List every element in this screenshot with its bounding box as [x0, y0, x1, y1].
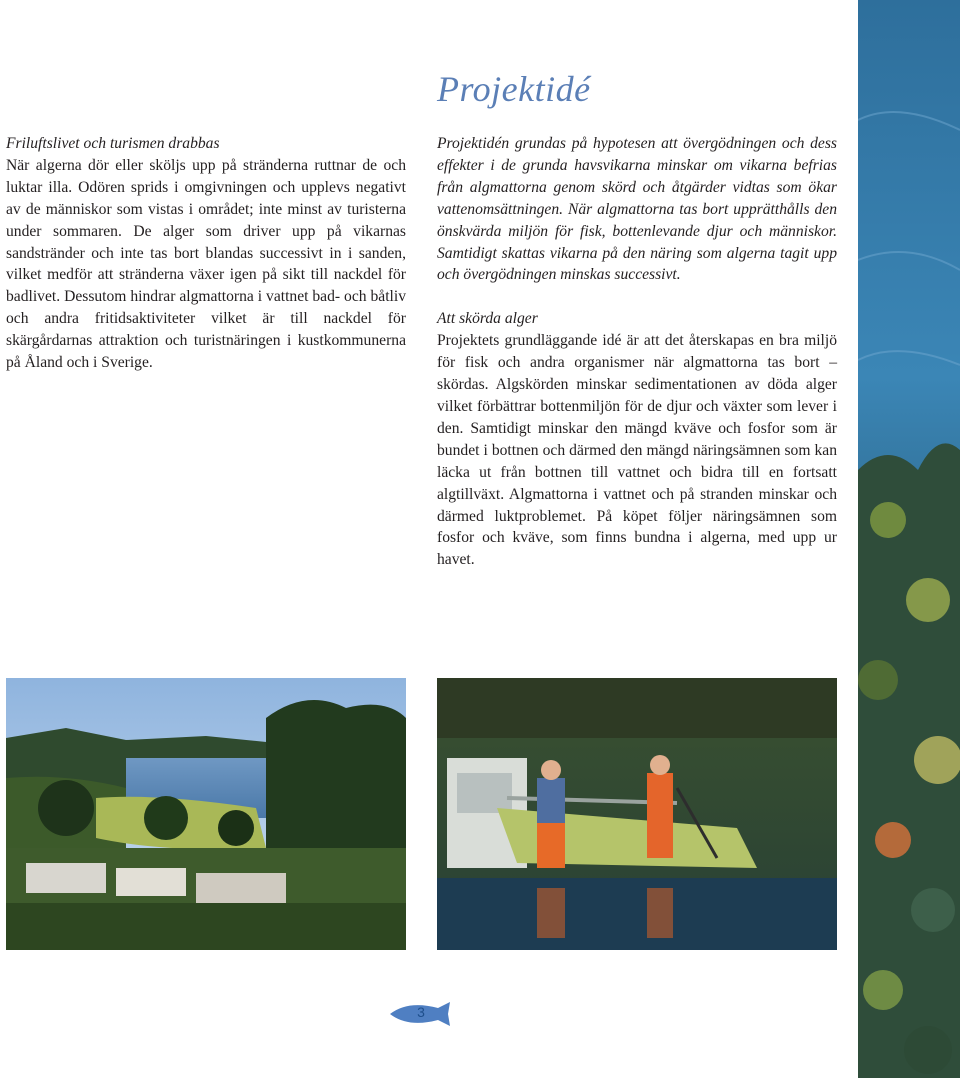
project-idea-intro: Projektidén grundas på hypotesen att övergödningen och dess effekter i de grunda havsvikarna minskar om vikarna befrias från algmattorna genom skörd och åtgärder vidtas som ökar vattenomsättningen. När algmattorna tas bort upprätthålls den önskvärda miljön för fisk, bottenlevande djur och människor. Samtidigt skattas vikarna på den näring som algerna tagit upp och övergödningen minskas successivt. — [437, 135, 837, 284]
left-text-column — [6, 133, 406, 374]
section-heading-harvest: Att skörda alger — [437, 310, 538, 328]
page-number: 3 — [417, 1004, 425, 1020]
underwater-seaweed-image — [858, 0, 960, 1078]
page-number-fish — [388, 1000, 468, 1028]
page-title: Projektidé — [437, 69, 591, 109]
section-body-harvest: Projektets grundläggande idé är att det återskapas en bra miljö för fisk och andra organismer när algmattorna tas bort – skördas. Algskörden minskar sedimentationen av döda alger vilket förbättrar bottenmiljön för de djur och växter som lever i den. Samtidigt minskar den mängd kväve och fosfor som är bundet i bottnen och därmed den mängd näringsämnen som kan läcka ut från bottnen till vattnet och bidra till en fortsatt algtillväxt. Algmattorna i vattnet och på stranden minskar och därmed luktproblemet. På köpet följer näringsämnen som fosfor och kväve, som finns bundna i algerna, med upp ur havet. — [437, 332, 837, 569]
right-text-column — [437, 133, 837, 571]
campsite-photo — [6, 678, 406, 950]
algae-harvest-photo — [437, 678, 837, 950]
section-body-tourism: När algerna dör eller sköljs upp på stränderna ruttnar de och luktar illa. Odören sprids i omgivningen och upplevs negativt av de människor som vistas i området; inte minst av turisterna under sommaren. De alger som driver upp på vikarnas sandstränder och inte tas bort blandas successivt in i sanden, vilket medför att stränderna växer igen på sikt till nackdel för badlivet. Dessutom hindrar algmattorna i vattnet bad- och båtliv och andra fritidsaktiviteter vilket är till nackdel för skärgårdarnas attraktion och turistnäringen i kustkommunerna på Åland och i Sverige. — [6, 156, 406, 372]
section-heading-tourism: Friluftslivet och turismen drabbas — [6, 135, 220, 152]
